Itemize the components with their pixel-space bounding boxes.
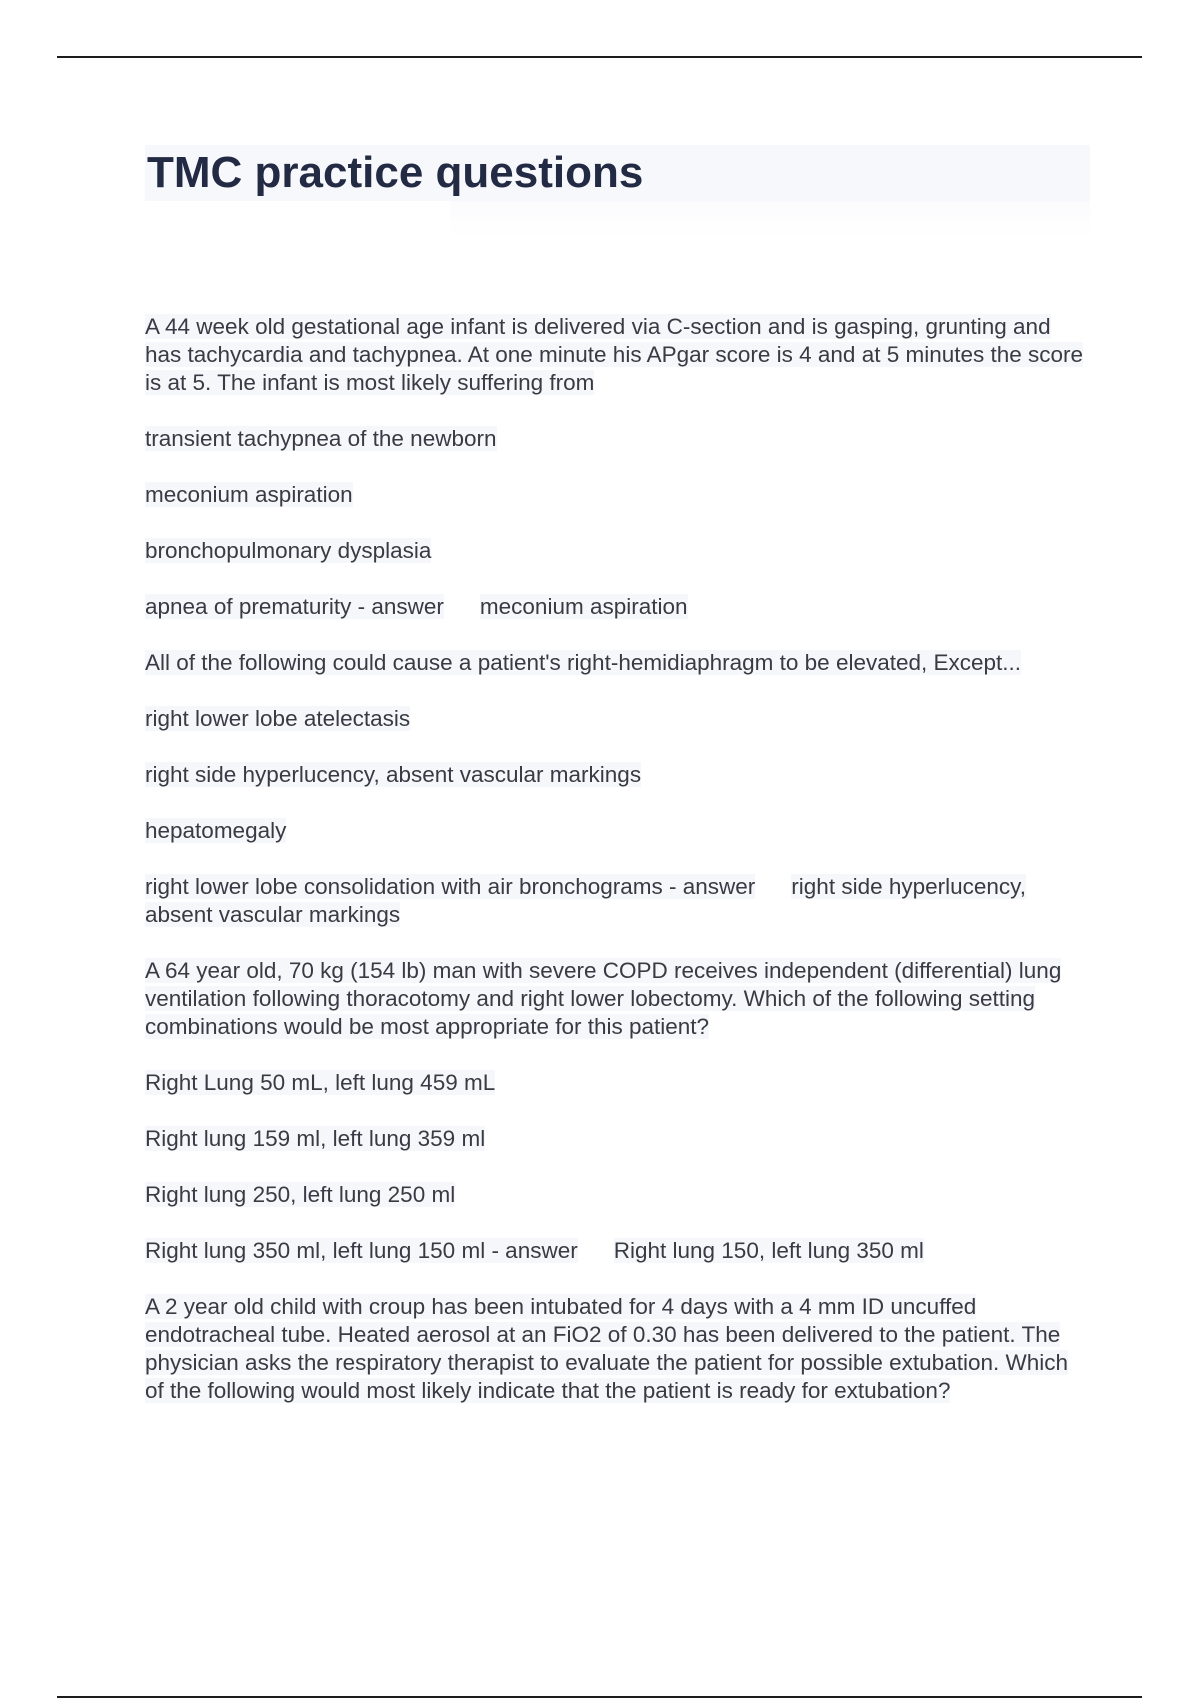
answer-option-with-key: apnea of prematurity - answer meconium aspiration [145, 594, 688, 619]
question-text: A 44 week old gestational age infant is delivered via C-section and is gasping, grunting and has tachycardia and tachypnea. At one minute his APgar score is 4 and at 5 minutes the score is at 5. The infant is most likely suffering from [145, 314, 1084, 395]
answer-key: Right lung 150, left lung 350 ml [613, 1238, 924, 1263]
question-text: A 64 year old, 70 kg (154 lb) man with severe COPD receives independent (differential) lung ventilation following thoracotomy and right lower lobectomy. Which of the following setting combinations would be most appropriate for this patient? [145, 958, 1062, 1039]
answer-option: Right lung 250, left lung 250 ml [145, 1182, 456, 1207]
title-shade [450, 201, 1090, 237]
bottom-rule [57, 1696, 1142, 1698]
answer-option-with-key: right lower lobe consolidation with air bronchograms - answer right side hyperlucency, absent vascular markings [145, 874, 1026, 927]
answer-option: Right lung 159 ml, left lung 359 ml [145, 1126, 486, 1151]
question-text: All of the following could cause a patient's right-hemidiaphragm to be elevated, Except... [145, 650, 1022, 675]
answer-key: meconium aspiration [479, 594, 688, 619]
answer-option: Right Lung 50 mL, left lung 459 mL [145, 1070, 496, 1095]
top-rule [57, 56, 1142, 58]
answer-key: right side hyperlucency, absent vascular markings [145, 874, 1026, 927]
question-list [145, 313, 1090, 1405]
document-body [145, 145, 1090, 1433]
answer-option-with-key: Right lung 350 ml, left lung 150 ml - answer Right lung 150, left lung 350 ml [145, 1238, 924, 1263]
answer-option: transient tachypnea of the newborn [145, 426, 497, 451]
answer-option: right side hyperlucency, absent vascular markings [145, 762, 642, 787]
answer-option: right lower lobe atelectasis [145, 706, 411, 731]
question-text: A 2 year old child with croup has been intubated for 4 days with a 4 mm ID uncuffed endotracheal tube. Heated aerosol at an FiO2 of 0.30 has been delivered to the patient. The physician asks the respiratory therapist to evaluate the patient for possible extubation. Which of the following would most likely indicate that the patient is ready for extubation? [145, 1294, 1069, 1403]
document-title: TMC practice questions [145, 145, 1090, 201]
answer-option: bronchopulmonary dysplasia [145, 538, 432, 563]
answer-option: meconium aspiration [145, 482, 353, 507]
answer-option: hepatomegaly [145, 818, 287, 843]
